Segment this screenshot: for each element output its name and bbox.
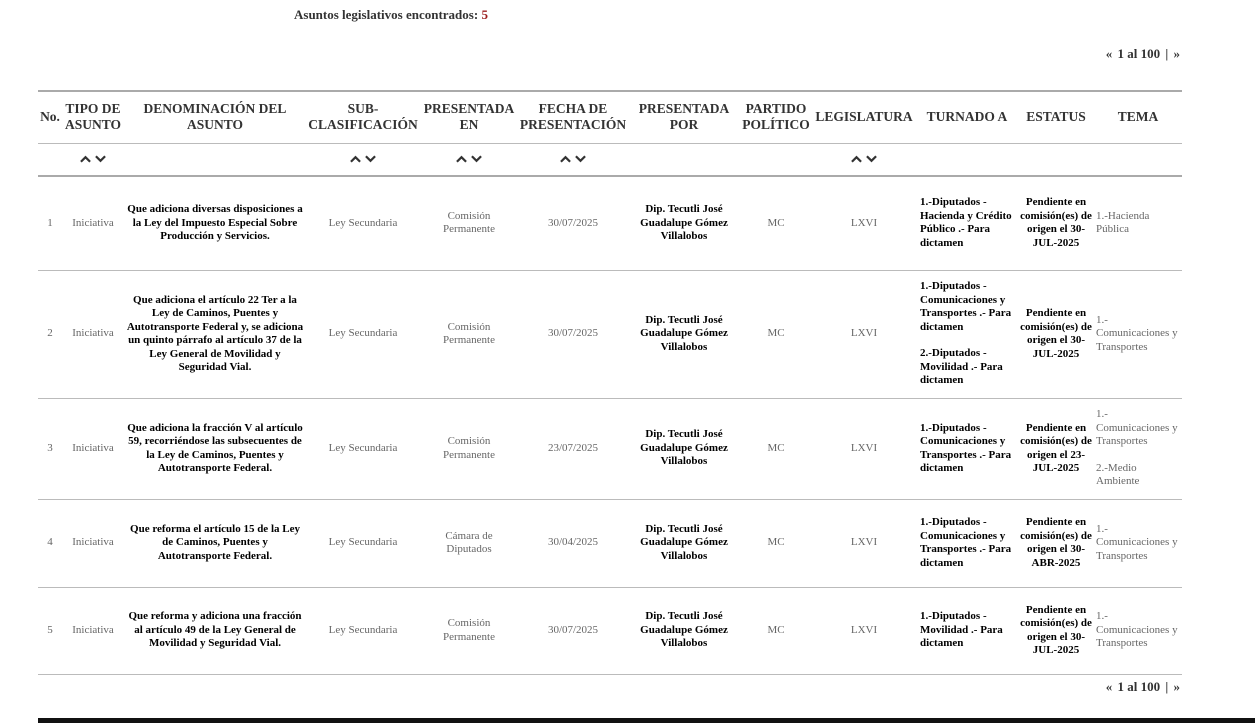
pagination-next-link[interactable]: » xyxy=(1173,679,1180,694)
col-header-denominacion: DENOMINACIÓN DEL ASUNTO xyxy=(143,101,287,133)
row-presentada-en: Cámara de Diputados xyxy=(445,529,493,555)
sort-controls xyxy=(350,155,376,163)
sort-down-icon[interactable] xyxy=(575,155,586,163)
row-tema xyxy=(1094,398,1182,499)
turnado-item: 1.-Diputados - Hacienda y Crédito Público .- Para dictamen xyxy=(920,196,1012,249)
row-presentada-por: Dip. Tecutli José Guadalupe Gómez Villalobos xyxy=(640,428,728,468)
sort-down-icon[interactable] xyxy=(866,155,877,163)
tema-item: 2.-Medio Ambiente xyxy=(1096,461,1140,488)
sort-down-icon[interactable] xyxy=(365,155,376,163)
row-fecha: 30/07/2025 xyxy=(547,623,599,636)
turnado-item: 1.-Diputados - Comunicaciones y Transportes .- Para dictamen xyxy=(920,516,1012,569)
row-partido: MC xyxy=(767,536,785,549)
sort-down-icon[interactable] xyxy=(471,155,482,163)
tema-item: 1.-Hacienda Pública xyxy=(1096,209,1150,236)
col-header-partido: PARTIDO POLÍTICO xyxy=(742,101,810,133)
row-number: 3 xyxy=(47,441,53,454)
pagination-next-link[interactable]: » xyxy=(1173,46,1180,61)
row-presentada-en: Comisión Permanente xyxy=(443,320,495,346)
row-denominacion[interactable]: Que adiciona el artículo 22 Ter a la Ley de Caminos, Puentes y Autotransporte Federal y, se adiciona un quinto párrafo al artículo 37 de la Ley General de Movilidad y Seguridad Vial. xyxy=(126,293,304,373)
row-number: 1 xyxy=(47,216,53,229)
results-summary xyxy=(294,7,488,23)
sort-legislatura xyxy=(812,143,916,176)
table-row xyxy=(38,270,1182,398)
row-presentada-por: Dip. Tecutli José Guadalupe Gómez Villalobos xyxy=(640,203,728,242)
results-count: 5 xyxy=(481,7,488,22)
col-header-turnado: TURNADO A xyxy=(926,109,1008,125)
row-tipo: Iniciativa xyxy=(72,327,114,340)
row-legislatura: LXVI xyxy=(850,536,878,549)
row-subclasificacion: Ley Secundaria xyxy=(328,216,398,229)
tema-item: 1.-Comunicaciones y Transportes xyxy=(1096,522,1178,562)
row-tema xyxy=(1094,499,1182,587)
sort-up-icon[interactable] xyxy=(350,155,361,163)
sort-presentada-en xyxy=(420,143,518,176)
row-turnado xyxy=(916,499,1018,587)
col-header-tipo: TIPO DE ASUNTO xyxy=(64,101,122,133)
tema-item: 1.-Comunicaciones y Transportes xyxy=(1096,610,1178,650)
tema-item: 1.-Comunicaciones y Transportes xyxy=(1096,313,1178,353)
row-fecha: 23/07/2025 xyxy=(547,441,599,454)
results-table xyxy=(38,90,1182,675)
col-header-estatus: ESTATUS xyxy=(1026,109,1086,125)
row-presentada-por: Dip. Tecutli José Guadalupe Gómez Villalobos xyxy=(640,522,728,562)
sort-controls xyxy=(80,155,106,163)
row-legislatura: LXVI xyxy=(850,623,878,636)
turnado-item: 2.-Diputados - Movilidad .- Para dictamen xyxy=(920,347,1003,387)
row-denominacion[interactable]: Que adiciona diversas disposiciones a la Ley del Impuesto Especial Sobre Producción y Servicios. xyxy=(127,203,303,242)
row-tema xyxy=(1094,270,1182,398)
sort-down-icon[interactable] xyxy=(95,155,106,163)
pagination-prev-link[interactable]: « xyxy=(1105,46,1113,61)
table-row xyxy=(38,398,1182,499)
pagination-bottom xyxy=(1105,679,1181,695)
row-denominacion[interactable]: Que reforma y adiciona una fracción al artículo 49 de la Ley General de Movilidad y Seguridad Vial. xyxy=(128,610,302,650)
sort-fecha xyxy=(518,143,628,176)
pagination-range[interactable]: 1 al 100 xyxy=(1117,679,1161,694)
sort-controls xyxy=(851,155,877,163)
sort-controls xyxy=(560,155,586,163)
row-presentada-por: Dip. Tecutli José Guadalupe Gómez Villalobos xyxy=(640,313,728,353)
table-row xyxy=(38,499,1182,587)
row-estatus: Pendiente en comisión(es) de origen el 30-JUL-2025 xyxy=(1020,196,1092,249)
sort-up-icon[interactable] xyxy=(456,155,467,163)
row-turnado xyxy=(916,398,1018,499)
col-header-no: No. xyxy=(40,109,60,125)
sort-up-icon[interactable] xyxy=(851,155,862,163)
turnado-item: 1.-Diputados - Movilidad .- Para dictamen xyxy=(920,610,1003,650)
col-header-tema: TEMA xyxy=(1117,109,1159,125)
table-header-row xyxy=(38,91,1182,143)
row-estatus: Pendiente en comisión(es) de origen el 23-JUL-2025 xyxy=(1020,421,1092,474)
row-partido: MC xyxy=(767,623,785,636)
row-legislatura: LXVI xyxy=(850,327,878,340)
row-estatus: Pendiente en comisión(es) de origen el 30-JUL-2025 xyxy=(1020,307,1092,360)
col-header-presentada-por: PRESENTADA POR xyxy=(638,101,730,133)
row-partido: MC xyxy=(767,441,785,454)
col-header-legislatura: LEGISLATURA xyxy=(815,109,913,125)
sort-subclasificacion xyxy=(306,143,420,176)
table-row xyxy=(38,587,1182,674)
row-presentada-en: Comisión Permanente xyxy=(443,617,495,643)
row-fecha: 30/07/2025 xyxy=(547,327,599,340)
row-tipo: Iniciativa xyxy=(72,623,114,636)
row-tema xyxy=(1094,176,1182,270)
sort-controls xyxy=(456,155,482,163)
row-estatus: Pendiente en comisión(es) de origen el 30-ABR-2025 xyxy=(1020,516,1092,569)
sort-up-icon[interactable] xyxy=(80,155,91,163)
row-turnado xyxy=(916,270,1018,398)
row-presentada-en: Comisión Permanente xyxy=(443,435,495,461)
row-legislatura: LXVI xyxy=(850,441,878,454)
row-subclasificacion: Ley Secundaria xyxy=(328,441,398,454)
pagination-separator: | xyxy=(1165,679,1169,694)
row-partido: MC xyxy=(767,216,785,229)
row-subclasificacion: Ley Secundaria xyxy=(328,327,398,340)
row-presentada-por: Dip. Tecutli José Guadalupe Gómez Villalobos xyxy=(640,610,728,650)
row-tipo: Iniciativa xyxy=(72,216,114,229)
pagination-top xyxy=(1105,46,1181,62)
row-tipo: Iniciativa xyxy=(72,536,114,549)
sort-controls-row xyxy=(38,143,1182,176)
row-partido: MC xyxy=(767,327,785,340)
tema-item: 1.-Comunicaciones y Transportes xyxy=(1096,408,1178,448)
turnado-item: 1.-Diputados - Comunicaciones y Transportes .- Para dictamen xyxy=(920,421,1012,474)
row-presentada-en: Comisión Permanente xyxy=(443,209,495,236)
sort-up-icon[interactable] xyxy=(560,155,571,163)
row-estatus: Pendiente en comisión(es) de origen el 30-JUL-2025 xyxy=(1020,603,1092,656)
results-summary-label: Asuntos legislativos encontrados: xyxy=(294,7,479,22)
row-turnado xyxy=(916,587,1018,674)
row-fecha: 30/04/2025 xyxy=(547,536,599,549)
row-number: 5 xyxy=(47,623,53,636)
row-subclasificacion: Ley Secundaria xyxy=(328,623,398,636)
row-legislatura: LXVI xyxy=(850,216,878,229)
row-fecha: 30/07/2025 xyxy=(547,216,599,229)
row-denominacion[interactable]: Que adiciona la fracción V al artículo 59, recorriéndose las subsecuentes de la Ley de Caminos, Puentes y Autotransporte Federal. xyxy=(127,421,303,474)
pagination-range[interactable]: 1 al 100 xyxy=(1117,46,1161,61)
pagination-separator: | xyxy=(1165,46,1169,61)
row-subclasificacion: Ley Secundaria xyxy=(328,536,398,549)
row-tema xyxy=(1094,587,1182,674)
table-row xyxy=(38,176,1182,270)
pagination-prev-link[interactable]: « xyxy=(1105,679,1113,694)
col-header-subclasificacion: SUB-CLASIFICACIÓN xyxy=(308,101,418,133)
row-number: 4 xyxy=(47,536,53,549)
footer-bar xyxy=(38,718,1255,723)
row-number: 2 xyxy=(47,327,53,340)
row-denominacion[interactable]: Que reforma el artículo 15 de la Ley de Caminos, Puentes y Autotransporte Federal. xyxy=(130,522,300,562)
row-turnado xyxy=(916,176,1018,270)
sort-tipo xyxy=(62,143,124,176)
row-tipo: Iniciativa xyxy=(72,441,114,454)
col-header-presentada-en: PRESENTADA EN xyxy=(423,101,515,133)
turnado-item: 1.-Diputados - Comunicaciones y Transportes .- Para dictamen xyxy=(920,280,1012,333)
col-header-fecha: FECHA DE PRESENTACIÓN xyxy=(519,101,627,133)
